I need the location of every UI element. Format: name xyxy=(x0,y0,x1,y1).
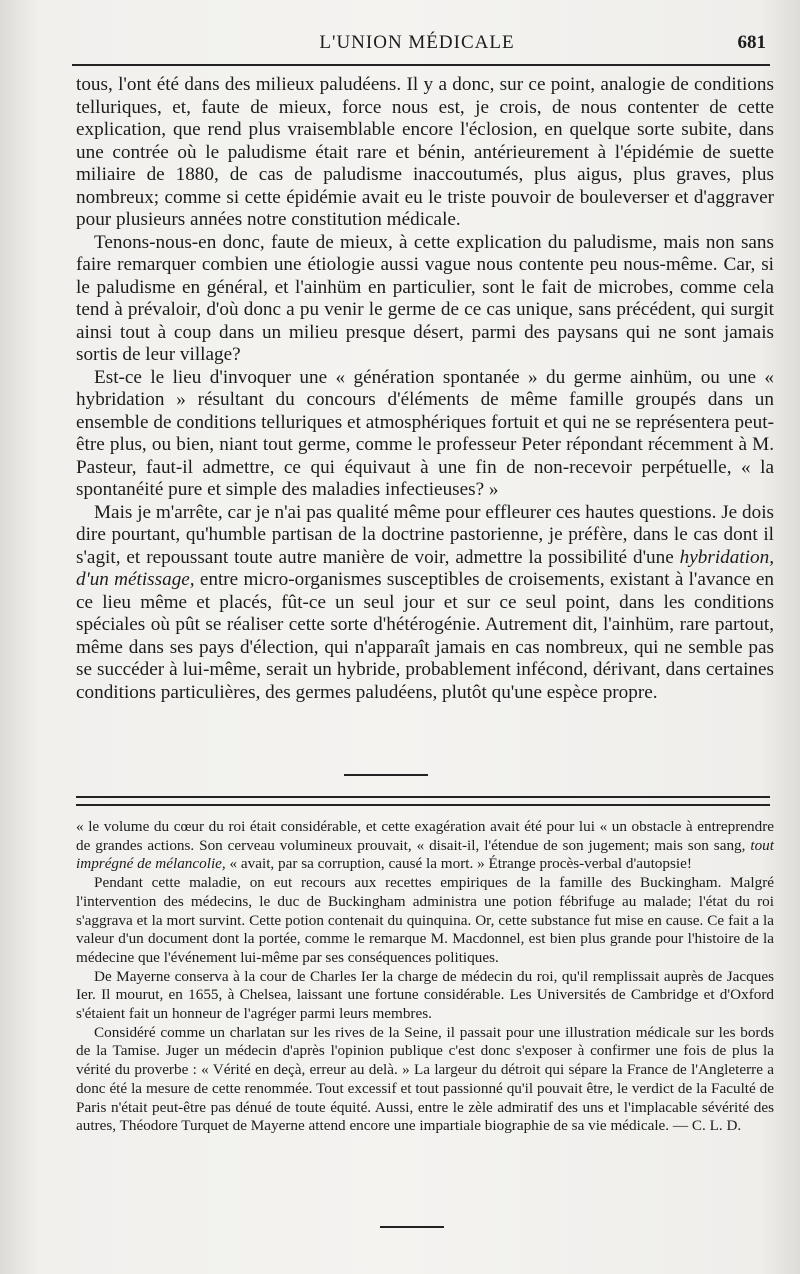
section-divider xyxy=(344,774,428,776)
paragraph-text: Tenons-nous-en donc, faute de mieux, à cette explication du paludisme, mais non sans faire remarquer combien une étiologie aussi vague nous contente peu nous-même. Car, si le paludisme en général, et l'ainhüm en particulier, sont le fait de microbes, comme cela tend à prévaloir, d'où donc a pu venir le germe de ce cas unique, sans précédent, qui surgit ainsi tout à coup dans un milieu presque désert, parmi des paysans qui ne sont jamais sortis de leur village? xyxy=(76,231,774,365)
footnote-text: Considéré comme un charlatan sur les rives de la Seine, il passait pour une illustration médicale sur les bords de la Tamise. Juger un médecin d'après l'opinion publique c'est donc s'exposer à confirmer une fois de plus la vérité du proverbe : « Vérité en deçà, erreur au delà. » La largeur du détroit qui sépare la France de l'Angleterre a donc été la mesure de cette renommée. Tout excessif et tout passionné qu'il pouvait être, le verdict de la Faculté de Paris n'était peut-être pas dénué de toute équité. Aussi, entre le zèle admiratif des uns et l'implacable sévérité des autres, Théodore Turquet de Mayerne attend encore une impartiale biographie de sa vie médicale. — C. L. D. xyxy=(76,1023,774,1135)
footnote-paragraph xyxy=(76,1024,774,1136)
paragraph xyxy=(76,232,774,367)
footnote-text: « le volume du cœur du roi était considérable, et cette exagération avait été pour lui « un obstacle à entreprendre de grandes actions. Son cerveau volumineux prouvait, « disait-il, l'étendue de son jugement; mais son sang, xyxy=(76,818,774,854)
paragraph-text: Est-ce le lieu d'invoquer une « génération spontanée » du germe ainhüm, ou une « hybridation » résultant du concours d'éléments de même famille groupés dans un ensemble de conditions telluriques et atmosphériques fortuit et qui ne se représentera peut-être plus, ou bien, niant tout germe, comme le professeur Peter répondant récemment à M. Pasteur, faut-il admettre, ce qui équivaut à une fin de non-recevoir perpétuelle, « la spontanéité pure et simple des maladies infectieuses? » xyxy=(76,366,774,500)
paragraph xyxy=(76,367,774,502)
main-text xyxy=(76,74,774,704)
footnote-text: De Mayerne conserva à la cour de Charles Ier la charge de médecin du roi, qu'il remplissait auprès de Jacques Ier. Il mourut, en 1655, à Chelsea, laissant une fortune considérable. Les Universités de Cambridge et d'Oxford s'étaient fait un honneur de l'agréger parmi leurs membres. xyxy=(76,967,774,1023)
paragraph-text: entre micro-organismes susceptibles de croisements, existant à l'avance en ce lieu même et placés, fût-ce un seul jour et sur ce seul point, dans les conditions spéciales où pût se réaliser cette sorte d'hétérogénie. Autrement dit, l'ainhüm, rare partout, même dans ses pays d'élection, qui n'apparaît jamais en cas nombreux, qui ne semble pas se succéder à lui-même, serait un hybride, probablement infécond, dérivant, dans certaines conditions particulières, des germes paludéens, plutôt qu'une espèce propre. xyxy=(76,569,774,703)
header-rule xyxy=(72,64,770,66)
footnote-text: Pendant cette maladie, on eut recours aux recettes empiriques de la famille des Buckingham. Malgré l'intervention des médecins, le duc de Buckingham administra une potion fébrifuge au malade; l'état du roi s'aggrava et la mort survint. Cette potion contenait du quinquina. Or, cette substance fut mise en cause. Ce fait a la valeur d'un document dont la portée, comme le remarque M. Macdonnel, est bien plus grande pour l'histoire de la médecine que l'événement lui-même par ses conséquences politiques. xyxy=(76,874,774,966)
paragraph-text: tous, l'ont été dans des milieux paludéens. Il y a donc, sur ce point, analogie de conditions telluriques, et, faute de mieux, force nous est, je crois, de nous contenter de cette explication, que rend plus vraisemblable encore l'éclosion, en quelque sorte subite, dans une contrée où le paludisme était rare et bénin, antérieurement à l'épidémie de suette miliaire de 1880, de cas de paludisme inaccoutumés, plus aigus, plus graves, plus nombreux; comme si cette épidémie avait eu le triste pouvoir de bouleverser et d'aggraver pour plusieurs années notre constitution médicale. xyxy=(76,74,774,230)
footnote-paragraph xyxy=(76,818,774,874)
footnote-paragraph xyxy=(76,874,774,968)
footnote-separator xyxy=(76,796,770,806)
journal-title: L'UNION MÉDICALE xyxy=(319,32,515,53)
paragraph-text: Mais je m'arrête, car je n'ai pas qualité même pour effleurer ces hautes questions. Je dois dire pourtant, qu'humble partisan de la doctrine pastorienne, je préfère, dans le cas dont il s'agit, et repoussant toute autre manière de voir, admettre la possibilité d'une xyxy=(76,501,774,568)
paragraph xyxy=(76,74,774,232)
footnote-paragraph xyxy=(76,968,774,1024)
paragraph-italic: hybridation, d'un métissage, xyxy=(76,546,774,590)
paragraph xyxy=(76,502,774,705)
page-number: 681 xyxy=(737,32,766,53)
footnotes xyxy=(76,818,774,1136)
footnote-text: « avait, par sa corruption, causé la mort. » Étrange procès-verbal d'autopsie! xyxy=(225,855,692,873)
end-rule xyxy=(380,1226,444,1228)
footnote-italic: tout imprégné de mélancolie, xyxy=(76,836,774,873)
running-header xyxy=(64,28,770,60)
